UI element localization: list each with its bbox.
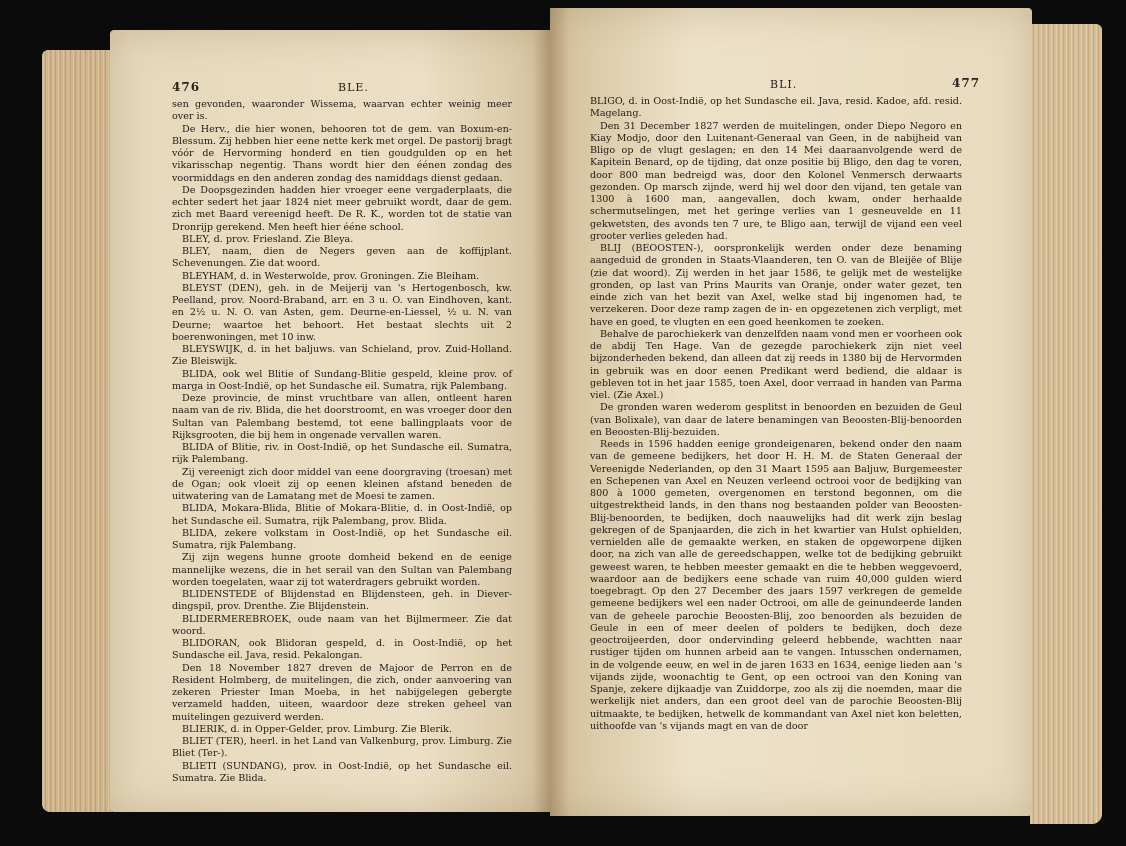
paragraph: BLIDERMEREBROEK, oude naam van het Bijlmermeer. Zie dat woord. <box>172 613 512 637</box>
paragraph: BLIERIK, d. in Opper-Gelder, prov. Limburg. Zie Blerik. <box>182 723 452 735</box>
paragraph: BLIDA, zekere volkstam in Oost-Indië, op het Sundasche eil. Sumatra, rijk Palembang. <box>172 527 512 551</box>
paragraph: Deze provincie, de minst vruchtbare van allen, ontleent haren naam van de riv. Blida, die het doorstroomt, en was vroeger door den Sultan van Palembang bestemd, tot eene ballingplaats voor de Rijksgrooten, die bij hem in ongenade vervallen waren. <box>172 393 512 441</box>
paragraph: De gronden waren wederom gesplitst in benoorden en bezuiden de Geul (van Bolixale), van daar de latere benamingen van Beoosten-Blij-benoorden en Beoosten-Blij-bezuiden. <box>590 402 962 438</box>
page-number-right: 477 <box>952 76 981 90</box>
paragraph: BLIDORAN, ook Blidoran gespeld, d. in Oost-Indië, op het Sundasche eil. Java, resid. Pekalongan. <box>172 638 512 662</box>
paragraph: Behalve de parochiekerk van denzelfden naam vond men er voorheen ook de abdij Ten Hage. Van de gezegde parochiekerk zijn niet veel bijzonderheden bekend, dan alleen dat zij reeds in 1380 bij de Hervormden in gebruik was en door eenen Predikant werd bediend, die aldaar is gebleven tot in het jaar 1585, toen Axel, door verraad in handen van Parma viel. (Zie Axel.) <box>590 328 962 401</box>
paragraph: De Herv., die hier wonen, behooren tot de gem. van Boxum-en-Blessum. Zij hebben hier eene nette kerk met orgel. De pastorij bragt vóór de Hervorming honderd en tien goudgulden op en het vikarisschap negentig. Thans wordt hier den éénen zondag des voormiddags en den anderen zondag des namiddags dienst gedaan. <box>172 123 512 184</box>
left-page-text <box>172 99 512 785</box>
paragraph: BLIDA, ook wel Blitie of Sundang-Blitie gespeld, kleine prov. of marga in Oost-Indië, op het Sundasche eil. Sumatra, rijk Palembang. <box>172 368 512 392</box>
running-head-left: BLE. <box>338 81 369 94</box>
paragraph: BLEYHAM, d. in Westerwolde, prov. Groningen. Zie Bleiham. <box>182 270 480 282</box>
paragraph: Den 31 December 1827 werden de muitelingen, onder Diepo Negoro en Kiay Modjo, door den Luitenant-Generaal van Geen, in de nabijheid van Bligo op de vlugt geslagen; en den 14 Mei daaraanvolgende werd de Kapitein Benard, op de tijding, dat onze positie bij Bligo, den dag te voren, door 800 man bedreigd was, door den Kolonel Venmersch derwaarts gezonden. Op marsch zijnde, werd hij wel door den vijand, ten getale van 1300 à 1600 man, aangevallen, doch kwam, onder herhaalde schermutselingen, met het geringe verlies van 1 gesneuvelde en 11 gekwetsten, des avonds ten 7 ure, te Bligo aan, terwijl de vijand een veel grooter verlies geleden had. <box>590 120 962 242</box>
paragraph: BLEYSWIJK, d. in het baljuws. van Schieland, prov. Zuid-Holland. Zie Bleiswijk. <box>172 344 512 368</box>
paragraph: BLIDENSTEDE of Blijdenstad en Blijdensteen, geh. in Diever-dingspil, prov. Drenthe. Zie Blijdenstein. <box>172 589 512 613</box>
paragraph: BLEYST (DEN), geh. in de Meijerij van 's Hertogenbosch, kw. Peelland, prov. Noord-Braband, arr. en 3 u. O. van Eindhoven, kant. en 2½ u. N. O. van Asten, gem. Deurne-en-Liessel, ½ u. N. van Deurne; waartoe het behoort. Het bestaat slechts uit 2 boerenwoningen, met 10 inw. <box>172 282 512 343</box>
paragraph: BLIETI (SUNDANG), prov. in Oost-Indië, op het Sundasche eil. Sumatra. Zie Blida. <box>172 760 512 784</box>
paragraph: BLIGO, d. in Oost-Indië, op het Sundasche eil. Java, resid. Kadoe, afd. resid. Magelang. <box>590 96 962 120</box>
paragraph: Zij vereenigt zich door middel van eene doorgraving (troesan) met de Ogan; ook vloeit zij op eenen kleinen afstand beneden de uitwatering van de Lamatang met de Moesi te zamen. <box>172 466 512 502</box>
paragraph: BLEY, naam, dien de Negers geven aan de koffijplant. Schevenungen. Zie dat woord. <box>172 246 512 270</box>
right-page <box>550 8 1032 816</box>
paragraph: sen gevonden, waaronder Wissema, waarvan echter weinig meer over is. <box>172 99 512 123</box>
paragraph: Zij zijn wegens hunne groote domheid bekend en de eenige mannelijke wezens, die in het serail van den Sultan van Palembang worden toegelaten, waar zij tot waterdragers gebruikt worden. <box>172 552 512 588</box>
paragraph: BLIDA, Mokara-Blida, Blitie of Mokara-Blitie, d. in Oost-Indië, op het Sundasche eil. Sumatra, rijk Palembang, prov. Blida. <box>172 503 512 527</box>
paragraph: De Doopsgezinden hadden hier vroeger eene vergaderplaats, die echter sedert het jaar 1824 niet meer gebruikt wordt, daar de gem. zich met Baard vereenigd heeft. De R. K., worden tot de statie van Dronrijp gerekend. Men heeft hier ééne school. <box>172 184 512 233</box>
right-page-text <box>590 96 962 733</box>
paragraph: BLIET (TER), heerl. in het Land van Valkenburg, prov. Limburg. Zie Bliet (Ter-). <box>172 736 512 760</box>
right-page-edges <box>1030 24 1102 824</box>
paragraph: BLEY, d. prov. Friesland. Zie Bleya. <box>182 233 354 245</box>
left-page-edges <box>42 50 112 812</box>
paragraph: BLIDA of Blitie, riv. in Oost-Indië, op het Sundasche eil. Sumatra, rijk Palembang. <box>172 442 512 466</box>
running-head-right: BLI. <box>770 78 798 91</box>
page-number-left: 476 <box>172 80 201 94</box>
left-page <box>110 30 550 812</box>
paragraph: Den 18 November 1827 dreven de Majoor de Perron en de Resident Holmberg, de muitelingen, die zich, onder aanvoering van zekeren Priester Iman Moeba, in het nabijgelegen gebergte verzameld hadden, uiteen, waardoor deze streken geheel van muitelingen gezuiverd werden. <box>172 662 512 723</box>
paragraph: Reeds in 1596 hadden eenige grondeigenaren, bekend onder den naam van de gemeene bedijkers, het door H. H. M. de Staten Generaal der Vereenigde Nederlanden, op den 31 Maart 1595 aan Baljuw, Burgemeester en Schepenen van Axel en Neuzen verleend octrooi voor de bedijking van 800 à 1000 gemeten, overgenomen en terstond begonnen, om die uitgestrektheid lands, in den thans nog bestaanden polder van Beoosten-Blij-benoorden, te bedijken, doch naauwelijks had dit werk zijn beslag gekregen of de Spanjaarden, die zich in het kwartier van Hulst ophielden, vernielden alle de gemaakte werken, en staken de opgeworpene dijken door, na zich van alle de gereedschappen, welke tot de bedijking gebruikt geweest waren, te hebben meester gemaakt en die te hebben weggevoerd, waardoor aan de bedijkers eene schade van ruim 40,000 gulden wierd toegebragt. Op den 27 December des jaars 1597 verkregen de gemelde gemeene bedijkers wel een nader Octrooi, om alle de geinundeerde landen van de geheele parochie Beoosten-Blij, zoo benoorden als bezuiden de Geule in een of meer deelen of polders te bedijken, doch deze geoctroijeerden, door ondervinding geleerd hebbende, wachtten naar rustiger tijden om hunnen arbeid aan te vangen. Intusschen ondernamen, in de volgende eeuw, en wel in de jaren 1633 en 1634, eenige lieden aan 's vijands zijde, woonachtig te Gent, op een octrooi van den Koning van Spanje, zekere dijkaadje van Zuiddorpe, zoo als zij die noemden, maar die werkelijk niet anders, dan een groot deel van de parochie Beoosten-Blij uitmaakte, te bedijken, hetwelk de kommandant van Axel niet kon beletten, uithoofde van 's vijands magt en van de door <box>590 439 962 732</box>
paragraph: BLIJ (BEOOSTEN-), oorspronkelijk werden onder deze benaming aangeduid de gronden in Staats-Vlaanderen, ten O. van de Bleijëe of Blije (zie dat woord). Zij werden in het jaar 1586, te gelijk met de westelijke gronden, op last van Prins Maurits van Oranje, onder water gezet, ten einde zich van het bezit van Axel, welke stad bij ingenomen had, te verzekeren. Door deze ramp zagen de in- en opgezetenen zich verpligt, met have en goed, te vlugten en een goed heenkomen te zoeken. <box>590 243 962 328</box>
